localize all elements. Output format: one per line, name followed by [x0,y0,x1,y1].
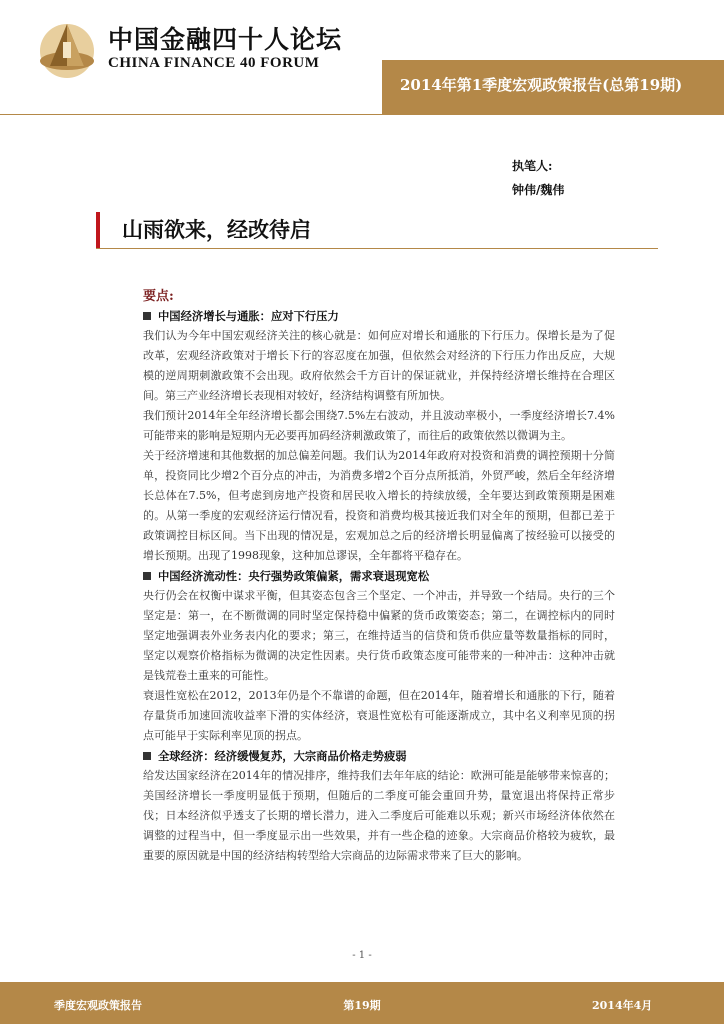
footer-issue: 第19期 [343,999,381,1012]
report-content [143,306,615,866]
title-accent-bar [96,212,100,248]
key-points-label: 要点: [143,289,174,304]
forum-logo-icon [38,18,96,80]
paragraph: 衰退性宽松在2012，2013年仍是个不靠谱的命题，但在2014年，随着增长和通胀的下行，随着存量货币加速回流收益率下滑的实体经济，衰退性宽松有可能逐渐成立，其中名义利率见顶的拐点可能早于实际利率见顶的拐点。 [143,689,615,742]
header-divider [0,114,724,115]
brand-name-en: CHINA FINANCE 40 FORUM [108,55,320,71]
paragraph: 我们预计2014年全年经济增长都会围绕7.5%左右波动，并且波动率极小，一季度经济增长7.4%可能带来的影响是短期内无必要再加码经济刺激政策了，而往后的政策依然以微调为主。 [143,409,615,442]
section-heading: 中国经济流动性：央行强势政策偏紧，需求衰退现宽松 [143,566,615,586]
report-title: 2014年第1季度宏观政策报告(总第19期) [400,76,683,94]
footer-report-name: 季度宏观政策报告 [54,999,142,1012]
title-divider [96,248,658,249]
section-heading: 全球经济：经济缓慢复苏，大宗商品价格走势疲弱 [143,746,615,766]
page-number: - 1 - [352,950,372,961]
main-title: 山雨欲来，经改待启 [122,218,311,242]
footer-date: 2014年4月 [592,999,653,1012]
section-heading: 中国经济增长与通胀：应对下行压力 [143,306,615,326]
paragraph: 关于经济增速和其他数据的加总偏差问题。我们认为2014年政府对投资和消费的调控预期十分简单，投资同比少增2个百分点的冲击，为消费多增2个百分点所抵消，外贸严峻，然后全年经济增长总体在7.5%，但考虑到房地产投资和居民收入增长的持续放缓，全年要达到政策预期是困难的。从第一季度的宏观经济运行情况看，投资和消费均极其接近我们对全年的预期，但都已差于政策调控目标区间。当下出现的情况是，宏观加总之后的经济增长明显偏离了按经验可以接受的增长预期。出现了1998现象，这种加总谬误，全年都将平稳存在。 [143,449,615,562]
paragraph: 我们认为今年中国宏观经济关注的核心就是：如何应对增长和通胀的下行压力。保增长是为了促改革，宏观经济政策对于增长下行的容忍度在加强，但依然会对经济的下行压力作出反应，大规模的逆周期刺激政策不会出现。政府依然会千方百计的保证就业，并保持经济增长维持在合理区间。第三产业经济增长表现相对较好，经济结构调整有所加快。 [143,329,615,402]
author-names: 钟伟/魏伟 [512,183,565,197]
paragraph: 给发达国家经济在2014年的情况排序，维持我们去年年底的结论：欧洲可能是能够带来惊喜的；美国经济增长一季度明显低于预期，但随后的二季度可能会重回升势，量宽退出将保持正常步伐；日本经济似乎透支了长期的增长潜力，进入二季度后可能难以乐观；新兴市场经济体依然在调整的过程当中，但一季度显示出一些效果，并有一些企稳的迹象。大宗商品价格较为疲软，最重要的原因就是中国的经济结构转型给大宗商品的边际需求带来了巨大的影响。 [143,769,615,862]
bullet-square-icon [143,752,151,760]
brand-name-cn: 中国金融四十人论坛 [108,25,343,54]
bullet-square-icon [143,572,151,580]
author-label: 执笔人: [512,159,553,173]
paragraph: 央行仍会在权衡中谋求平衡，但其姿态包含三个坚定、一个冲击，并导致一个结局。央行的三个坚定是：第一，在不断微调的同时坚定保持稳中偏紧的货币政策姿态；第二，在调控标内的同时坚定地强调表外业务表内化的要求；第三，在维持适当的信贷和货币供应量等数量指标的同时，坚定以观察价格指标为微调的决定性因素。央行货币政策态度可能带来的一种冲击：这种冲击就是钱荒卷土重来的可能性。 [143,589,615,682]
bullet-square-icon [143,312,151,320]
